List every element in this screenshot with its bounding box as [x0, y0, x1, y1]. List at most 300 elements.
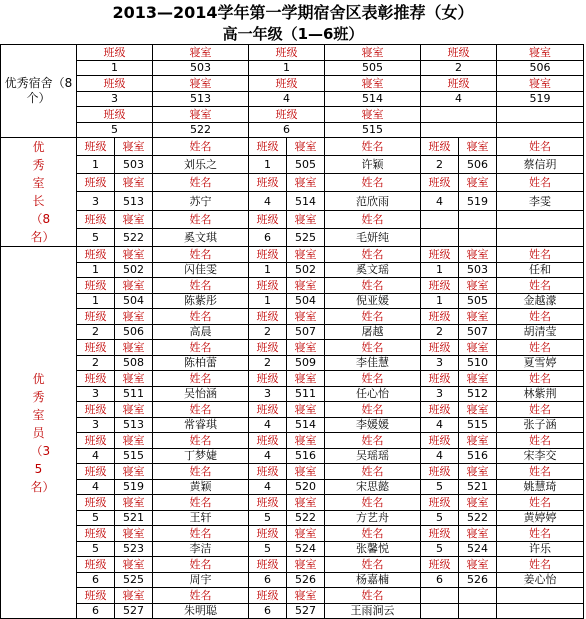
section-label-leaders[interactable]	[1, 138, 77, 247]
name-cell[interactable]: 胡清莹	[497, 324, 584, 340]
header-class[interactable]: 班级	[249, 174, 287, 192]
name-cell[interactable]: 蔡信玥	[497, 156, 584, 174]
class-cell[interactable]: 2	[421, 324, 459, 340]
room-cell[interactable]: 525	[287, 228, 325, 246]
header-class[interactable]: 班级	[77, 107, 153, 123]
empty-cell[interactable]	[459, 210, 497, 228]
room-cell[interactable]: 527	[287, 603, 325, 619]
header-class[interactable]: 班级	[421, 309, 459, 325]
empty-cell[interactable]	[421, 122, 497, 138]
room-cell[interactable]: 502	[115, 262, 153, 278]
header-name[interactable]: 姓名	[153, 495, 249, 511]
header-name[interactable]: 姓名	[325, 278, 421, 294]
class-cell[interactable]: 4	[421, 91, 497, 107]
header-class[interactable]: 班级	[421, 371, 459, 387]
room-cell[interactable]: 504	[287, 293, 325, 309]
room-cell[interactable]: 514	[287, 417, 325, 433]
header-room[interactable]: 寝室	[325, 107, 421, 123]
header-class[interactable]: 班级	[421, 526, 459, 542]
header-class[interactable]: 班级	[249, 278, 287, 294]
name-cell[interactable]: 黄颖	[153, 479, 249, 495]
class-cell[interactable]: 4	[249, 192, 287, 210]
class-cell[interactable]: 5	[77, 510, 115, 526]
room-cell[interactable]: 503	[115, 156, 153, 174]
name-cell[interactable]: 姚慧琦	[497, 479, 584, 495]
class-cell[interactable]: 3	[77, 417, 115, 433]
class-cell[interactable]: 5	[77, 541, 115, 557]
class-cell[interactable]: 4	[249, 91, 325, 107]
empty-cell[interactable]	[459, 603, 497, 619]
name-cell[interactable]: 吴瑶瑶	[325, 448, 421, 464]
header-name[interactable]: 姓名	[153, 174, 249, 192]
room-cell[interactable]: 520	[287, 479, 325, 495]
room-cell[interactable]: 506	[497, 60, 584, 76]
name-cell[interactable]: 奚文琪	[153, 228, 249, 246]
header-class[interactable]: 班级	[77, 174, 115, 192]
class-cell[interactable]: 6	[249, 228, 287, 246]
header-class[interactable]: 班级	[249, 309, 287, 325]
header-room[interactable]: 寝室	[115, 402, 153, 418]
class-cell[interactable]: 6	[249, 603, 287, 619]
class-cell[interactable]: 4	[421, 192, 459, 210]
header-name[interactable]: 姓名	[497, 495, 584, 511]
header-room[interactable]: 寝室	[459, 433, 497, 449]
class-cell[interactable]: 1	[77, 60, 153, 76]
header-room[interactable]: 寝室	[459, 402, 497, 418]
room-cell[interactable]: 514	[325, 91, 421, 107]
room-cell[interactable]: 503	[459, 262, 497, 278]
name-cell[interactable]: 李媛媛	[325, 417, 421, 433]
room-cell[interactable]: 527	[115, 603, 153, 619]
header-name[interactable]: 姓名	[153, 340, 249, 356]
header-room[interactable]: 寝室	[153, 76, 249, 92]
room-cell[interactable]: 515	[115, 448, 153, 464]
header-class[interactable]: 班级	[77, 402, 115, 418]
header-name[interactable]: 姓名	[497, 247, 584, 263]
header-name[interactable]: 姓名	[325, 247, 421, 263]
name-cell[interactable]: 黄婷婷	[497, 510, 584, 526]
class-cell[interactable]: 4	[421, 417, 459, 433]
header-room[interactable]: 寝室	[459, 309, 497, 325]
header-class[interactable]: 班级	[421, 138, 459, 156]
header-room[interactable]: 寝室	[287, 588, 325, 604]
empty-cell[interactable]	[497, 210, 584, 228]
header-name[interactable]: 姓名	[497, 557, 584, 573]
room-cell[interactable]: 515	[325, 122, 421, 138]
class-cell[interactable]: 5	[421, 510, 459, 526]
name-cell[interactable]: 奚文瑶	[325, 262, 421, 278]
header-class[interactable]: 班级	[421, 45, 497, 61]
header-name[interactable]: 姓名	[325, 371, 421, 387]
room-cell[interactable]: 514	[287, 192, 325, 210]
header-class[interactable]: 班级	[249, 371, 287, 387]
header-class[interactable]: 班级	[249, 45, 325, 61]
header-class[interactable]: 班级	[77, 309, 115, 325]
header-name[interactable]: 姓名	[325, 495, 421, 511]
room-cell[interactable]: 505	[287, 156, 325, 174]
class-cell[interactable]: 1	[77, 156, 115, 174]
name-cell[interactable]: 夏雪婷	[497, 355, 584, 371]
room-cell[interactable]: 521	[459, 479, 497, 495]
header-name[interactable]: 姓名	[497, 340, 584, 356]
header-name[interactable]: 姓名	[153, 526, 249, 542]
header-class[interactable]: 班级	[77, 210, 115, 228]
header-name[interactable]: 姓名	[153, 309, 249, 325]
header-room[interactable]: 寝室	[459, 340, 497, 356]
class-cell[interactable]: 1	[421, 293, 459, 309]
class-cell[interactable]: 6	[77, 603, 115, 619]
header-class[interactable]: 班级	[77, 526, 115, 542]
class-cell[interactable]: 5	[421, 479, 459, 495]
header-room[interactable]: 寝室	[287, 340, 325, 356]
header-name[interactable]: 姓名	[153, 588, 249, 604]
header-room[interactable]: 寝室	[115, 340, 153, 356]
name-cell[interactable]: 张子涵	[497, 417, 584, 433]
room-cell[interactable]: 521	[115, 510, 153, 526]
header-room[interactable]: 寝室	[459, 247, 497, 263]
name-cell[interactable]: 王雨涧云	[325, 603, 421, 619]
room-cell[interactable]: 506	[115, 324, 153, 340]
header-class[interactable]: 班级	[421, 247, 459, 263]
empty-cell[interactable]	[421, 228, 459, 246]
class-cell[interactable]: 2	[77, 324, 115, 340]
name-cell[interactable]: 杨嘉楠	[325, 572, 421, 588]
name-cell[interactable]: 苏宁	[153, 192, 249, 210]
header-room[interactable]: 寝室	[115, 371, 153, 387]
header-room[interactable]: 寝室	[287, 557, 325, 573]
header-name[interactable]: 姓名	[325, 138, 421, 156]
name-cell[interactable]: 吴怡涵	[153, 386, 249, 402]
header-class[interactable]: 班级	[249, 76, 325, 92]
header-name[interactable]: 姓名	[497, 464, 584, 480]
class-cell[interactable]: 2	[249, 324, 287, 340]
room-cell[interactable]: 525	[115, 572, 153, 588]
name-cell[interactable]: 倪亚媛	[325, 293, 421, 309]
name-cell[interactable]: 闪佳雯	[153, 262, 249, 278]
header-room[interactable]: 寝室	[459, 138, 497, 156]
header-name[interactable]: 姓名	[497, 174, 584, 192]
room-cell[interactable]: 522	[153, 122, 249, 138]
class-cell[interactable]: 6	[421, 572, 459, 588]
class-cell[interactable]: 3	[77, 386, 115, 402]
header-class[interactable]: 班级	[421, 557, 459, 573]
header-room[interactable]: 寝室	[287, 464, 325, 480]
class-cell[interactable]: 5	[77, 122, 153, 138]
class-cell[interactable]: 3	[421, 386, 459, 402]
header-room[interactable]: 寝室	[459, 495, 497, 511]
header-class[interactable]: 班级	[249, 464, 287, 480]
header-room[interactable]: 寝室	[459, 464, 497, 480]
name-cell[interactable]: 屠越	[325, 324, 421, 340]
header-class[interactable]: 班级	[77, 138, 115, 156]
empty-cell[interactable]	[497, 122, 584, 138]
header-name[interactable]: 姓名	[325, 526, 421, 542]
header-class[interactable]: 班级	[77, 464, 115, 480]
header-room[interactable]: 寝室	[287, 402, 325, 418]
header-room[interactable]: 寝室	[115, 174, 153, 192]
header-name[interactable]: 姓名	[153, 278, 249, 294]
header-name[interactable]: 姓名	[153, 210, 249, 228]
room-cell[interactable]: 507	[287, 324, 325, 340]
class-cell[interactable]: 1	[249, 156, 287, 174]
name-cell[interactable]: 李雯	[497, 192, 584, 210]
header-name[interactable]: 姓名	[497, 433, 584, 449]
header-class[interactable]: 班级	[77, 588, 115, 604]
header-room[interactable]: 寝室	[459, 371, 497, 387]
class-cell[interactable]: 5	[249, 510, 287, 526]
header-room[interactable]: 寝室	[459, 557, 497, 573]
room-cell[interactable]: 522	[287, 510, 325, 526]
header-room[interactable]: 寝室	[153, 45, 249, 61]
header-room[interactable]: 寝室	[287, 495, 325, 511]
header-name[interactable]: 姓名	[153, 433, 249, 449]
room-cell[interactable]: 510	[459, 355, 497, 371]
header-name[interactable]: 姓名	[325, 464, 421, 480]
empty-cell[interactable]	[459, 588, 497, 604]
header-room[interactable]: 寝室	[115, 278, 153, 294]
name-cell[interactable]: 朱明聪	[153, 603, 249, 619]
header-class[interactable]: 班级	[77, 278, 115, 294]
section-label-members[interactable]	[1, 247, 77, 619]
class-cell[interactable]: 5	[77, 228, 115, 246]
header-room[interactable]: 寝室	[115, 495, 153, 511]
header-room[interactable]: 寝室	[115, 557, 153, 573]
empty-cell[interactable]	[459, 228, 497, 246]
header-name[interactable]: 姓名	[325, 174, 421, 192]
header-room[interactable]: 寝室	[115, 247, 153, 263]
header-room[interactable]: 寝室	[153, 107, 249, 123]
header-room[interactable]: 寝室	[287, 309, 325, 325]
class-cell[interactable]: 4	[249, 417, 287, 433]
header-room[interactable]: 寝室	[497, 45, 584, 61]
header-class[interactable]: 班级	[421, 495, 459, 511]
header-class[interactable]: 班级	[421, 174, 459, 192]
header-room[interactable]: 寝室	[287, 433, 325, 449]
header-class[interactable]: 班级	[77, 371, 115, 387]
header-room[interactable]: 寝室	[287, 371, 325, 387]
name-cell[interactable]: 周宇	[153, 572, 249, 588]
class-cell[interactable]: 6	[249, 122, 325, 138]
class-cell[interactable]: 3	[77, 192, 115, 210]
header-name[interactable]: 姓名	[153, 138, 249, 156]
room-cell[interactable]: 526	[459, 572, 497, 588]
class-cell[interactable]: 2	[249, 355, 287, 371]
class-cell[interactable]: 6	[77, 572, 115, 588]
empty-cell[interactable]	[497, 228, 584, 246]
room-cell[interactable]: 515	[459, 417, 497, 433]
name-cell[interactable]: 方艺舟	[325, 510, 421, 526]
room-cell[interactable]: 516	[287, 448, 325, 464]
class-cell[interactable]: 5	[421, 541, 459, 557]
header-room[interactable]: 寝室	[459, 174, 497, 192]
name-cell[interactable]: 范欣雨	[325, 192, 421, 210]
header-class[interactable]: 班级	[249, 107, 325, 123]
header-room[interactable]: 寝室	[115, 464, 153, 480]
header-name[interactable]: 姓名	[325, 210, 421, 228]
header-class[interactable]: 班级	[249, 210, 287, 228]
room-cell[interactable]: 509	[287, 355, 325, 371]
name-cell[interactable]: 宋李交	[497, 448, 584, 464]
class-cell[interactable]: 5	[249, 541, 287, 557]
header-name[interactable]: 姓名	[497, 278, 584, 294]
room-cell[interactable]: 519	[115, 479, 153, 495]
name-cell[interactable]: 任心怡	[325, 386, 421, 402]
header-room[interactable]: 寝室	[287, 138, 325, 156]
header-name[interactable]: 姓名	[153, 371, 249, 387]
header-class[interactable]: 班级	[77, 495, 115, 511]
header-class[interactable]: 班级	[249, 588, 287, 604]
class-cell[interactable]: 4	[77, 479, 115, 495]
room-cell[interactable]: 522	[115, 228, 153, 246]
name-cell[interactable]: 金越濛	[497, 293, 584, 309]
room-cell[interactable]: 523	[115, 541, 153, 557]
header-class[interactable]: 班级	[77, 76, 153, 92]
header-room[interactable]: 寝室	[115, 309, 153, 325]
name-cell[interactable]: 刘乐之	[153, 156, 249, 174]
header-name[interactable]: 姓名	[153, 557, 249, 573]
name-cell[interactable]: 许乐	[497, 541, 584, 557]
header-room[interactable]: 寝室	[115, 210, 153, 228]
room-cell[interactable]: 513	[115, 417, 153, 433]
header-class[interactable]: 班级	[77, 340, 115, 356]
class-cell[interactable]: 3	[421, 355, 459, 371]
name-cell[interactable]: 林紫荆	[497, 386, 584, 402]
class-cell[interactable]: 3	[77, 91, 153, 107]
header-name[interactable]: 姓名	[325, 588, 421, 604]
name-cell[interactable]: 王轩	[153, 510, 249, 526]
room-cell[interactable]: 504	[115, 293, 153, 309]
class-cell[interactable]: 1	[421, 262, 459, 278]
class-cell[interactable]: 1	[249, 262, 287, 278]
class-cell[interactable]: 3	[249, 386, 287, 402]
header-class[interactable]: 班级	[77, 433, 115, 449]
room-cell[interactable]: 502	[287, 262, 325, 278]
empty-cell[interactable]	[497, 107, 584, 123]
header-class[interactable]: 班级	[249, 138, 287, 156]
header-name[interactable]: 姓名	[153, 402, 249, 418]
header-room[interactable]: 寝室	[287, 247, 325, 263]
header-room[interactable]: 寝室	[287, 174, 325, 192]
class-cell[interactable]: 4	[421, 448, 459, 464]
empty-cell[interactable]	[421, 603, 459, 619]
header-class[interactable]: 班级	[77, 557, 115, 573]
name-cell[interactable]: 李洁	[153, 541, 249, 557]
header-room[interactable]: 寝室	[115, 526, 153, 542]
room-cell[interactable]: 506	[459, 156, 497, 174]
header-class[interactable]: 班级	[421, 76, 497, 92]
name-cell[interactable]: 丁梦婕	[153, 448, 249, 464]
room-cell[interactable]: 511	[115, 386, 153, 402]
header-class[interactable]: 班级	[249, 340, 287, 356]
header-class[interactable]: 班级	[249, 526, 287, 542]
header-room[interactable]: 寝室	[287, 278, 325, 294]
name-cell[interactable]: 许颖	[325, 156, 421, 174]
room-cell[interactable]: 505	[325, 60, 421, 76]
header-name[interactable]: 姓名	[153, 464, 249, 480]
empty-cell[interactable]	[421, 210, 459, 228]
name-cell[interactable]: 任和	[497, 262, 584, 278]
class-cell[interactable]: 2	[421, 156, 459, 174]
header-name[interactable]: 姓名	[325, 402, 421, 418]
header-room[interactable]: 寝室	[287, 210, 325, 228]
section-label-dorms[interactable]	[1, 45, 77, 138]
name-cell[interactable]: 陈紫彤	[153, 293, 249, 309]
header-class[interactable]: 班级	[249, 402, 287, 418]
room-cell[interactable]: 519	[459, 192, 497, 210]
header-room[interactable]: 寝室	[115, 433, 153, 449]
room-cell[interactable]: 512	[459, 386, 497, 402]
header-room[interactable]: 寝室	[115, 138, 153, 156]
class-cell[interactable]: 4	[249, 479, 287, 495]
empty-cell[interactable]	[497, 603, 584, 619]
name-cell[interactable]: 李佳慧	[325, 355, 421, 371]
header-name[interactable]: 姓名	[497, 309, 584, 325]
header-name[interactable]: 姓名	[325, 340, 421, 356]
name-cell[interactable]: 姜心怡	[497, 572, 584, 588]
header-room[interactable]: 寝室	[115, 588, 153, 604]
header-room[interactable]: 寝室	[287, 526, 325, 542]
class-cell[interactable]: 1	[77, 293, 115, 309]
room-cell[interactable]: 505	[459, 293, 497, 309]
header-class[interactable]: 班级	[77, 247, 115, 263]
header-class[interactable]: 班级	[249, 495, 287, 511]
header-room[interactable]: 寝室	[459, 278, 497, 294]
class-cell[interactable]: 4	[249, 448, 287, 464]
header-room[interactable]: 寝室	[459, 526, 497, 542]
room-cell[interactable]: 508	[115, 355, 153, 371]
room-cell[interactable]: 516	[459, 448, 497, 464]
header-room[interactable]: 寝室	[497, 76, 584, 92]
name-cell[interactable]: 高晨	[153, 324, 249, 340]
room-cell[interactable]: 526	[287, 572, 325, 588]
class-cell[interactable]: 4	[77, 448, 115, 464]
room-cell[interactable]: 522	[459, 510, 497, 526]
header-name[interactable]: 姓名	[497, 526, 584, 542]
name-cell[interactable]: 毛妍纯	[325, 228, 421, 246]
class-cell[interactable]: 2	[421, 60, 497, 76]
room-cell[interactable]: 503	[153, 60, 249, 76]
room-cell[interactable]: 511	[287, 386, 325, 402]
header-class[interactable]: 班级	[421, 433, 459, 449]
header-room[interactable]: 寝室	[325, 45, 421, 61]
room-cell[interactable]: 524	[287, 541, 325, 557]
header-name[interactable]: 姓名	[497, 138, 584, 156]
name-cell[interactable]: 常睿琪	[153, 417, 249, 433]
header-room[interactable]: 寝室	[325, 76, 421, 92]
header-class[interactable]: 班级	[421, 340, 459, 356]
header-class[interactable]: 班级	[249, 247, 287, 263]
header-name[interactable]: 姓名	[325, 309, 421, 325]
room-cell[interactable]: 507	[459, 324, 497, 340]
class-cell[interactable]: 1	[249, 60, 325, 76]
header-class[interactable]: 班级	[421, 402, 459, 418]
name-cell[interactable]: 陈柏蕾	[153, 355, 249, 371]
room-cell[interactable]: 513	[115, 192, 153, 210]
header-class[interactable]: 班级	[249, 557, 287, 573]
room-cell[interactable]: 513	[153, 91, 249, 107]
room-cell[interactable]: 524	[459, 541, 497, 557]
header-name[interactable]: 姓名	[153, 247, 249, 263]
class-cell[interactable]: 1	[77, 262, 115, 278]
class-cell[interactable]: 6	[249, 572, 287, 588]
empty-cell[interactable]	[497, 588, 584, 604]
header-name[interactable]: 姓名	[497, 371, 584, 387]
room-cell[interactable]: 519	[497, 91, 584, 107]
header-class[interactable]: 班级	[249, 433, 287, 449]
class-cell[interactable]: 2	[77, 355, 115, 371]
header-name[interactable]: 姓名	[325, 557, 421, 573]
class-cell[interactable]: 1	[249, 293, 287, 309]
